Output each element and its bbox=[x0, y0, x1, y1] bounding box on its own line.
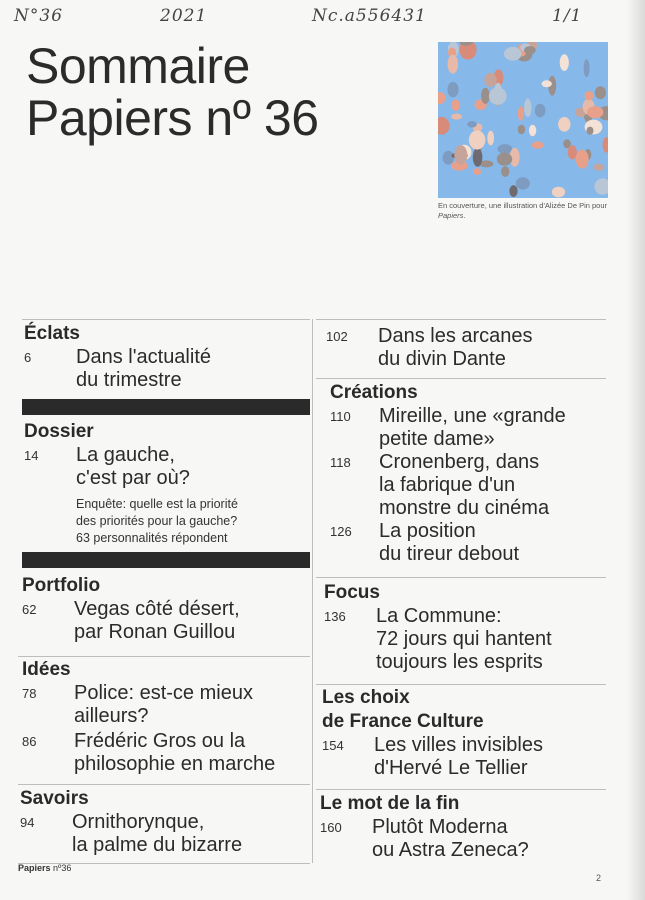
rule bbox=[316, 319, 606, 320]
section-title: Savoirs bbox=[20, 788, 89, 809]
toc-entry[interactable] bbox=[24, 346, 310, 392]
illustration-figure bbox=[584, 59, 590, 77]
entry-title-line: Dans l'actualité bbox=[76, 346, 211, 368]
page-footer bbox=[18, 863, 71, 873]
toc-entry[interactable] bbox=[324, 605, 606, 674]
entry-title-line: ou Astra Zeneca? bbox=[372, 839, 529, 861]
illustration-figure bbox=[467, 121, 477, 127]
rule bbox=[316, 577, 606, 578]
cover-caption-end: . bbox=[463, 211, 466, 220]
footer-magazine: Papiers bbox=[18, 863, 51, 873]
illustration-figure bbox=[524, 46, 536, 54]
illustration-figure bbox=[498, 144, 513, 154]
toc-entry[interactable] bbox=[24, 444, 310, 490]
summary-line: Enquête: quelle est la priorité bbox=[76, 497, 238, 511]
entry-title-line: du tireur debout bbox=[379, 543, 520, 565]
page-number: 102 bbox=[326, 329, 348, 344]
cover-caption-text: En couverture, une illustration d'Alizée De Pin pour bbox=[438, 201, 608, 210]
handwritten-note-year: 2021 bbox=[160, 6, 208, 26]
page-gutter-shadow bbox=[627, 0, 645, 900]
illustration-figure bbox=[473, 148, 483, 167]
illustration-figure bbox=[469, 130, 486, 149]
entry-title-line: du divin Dante bbox=[378, 348, 506, 370]
section-title: Éclats bbox=[24, 323, 80, 344]
page-number: 62 bbox=[22, 602, 37, 617]
entry-title-line: Vegas côté désert, bbox=[74, 598, 240, 620]
entry-summary bbox=[76, 496, 310, 547]
illustration-figure bbox=[595, 86, 606, 99]
illustration-figure bbox=[552, 187, 565, 198]
entry-title-line: Ornithorynque, bbox=[72, 811, 205, 833]
summary-line: des priorités pour la gauche? bbox=[76, 514, 238, 528]
cover-caption bbox=[438, 201, 618, 221]
illustration-figure bbox=[451, 114, 462, 120]
illustration-figure bbox=[489, 87, 507, 104]
toc-section-focus bbox=[324, 581, 606, 674]
page-number: 110 bbox=[330, 409, 351, 424]
entry-title-line: petite dame» bbox=[379, 428, 495, 450]
page-title bbox=[26, 40, 319, 144]
handwritten-note-reference: Nc.a556431 bbox=[312, 6, 427, 26]
section-title: Le mot de la fin bbox=[320, 793, 460, 814]
toc-entry[interactable] bbox=[320, 816, 606, 862]
illustration-figure bbox=[593, 164, 604, 171]
page-number: 86 bbox=[22, 734, 37, 749]
page-number: 14 bbox=[24, 448, 39, 463]
illustration-figure bbox=[454, 145, 467, 165]
entry-title-line: la fabrique d'un bbox=[379, 474, 516, 496]
entry-title-line: 72 jours qui hantent bbox=[376, 628, 552, 650]
toc-section-mot-de-la-fin bbox=[320, 792, 606, 862]
entry-title-line: la palme du bizarre bbox=[72, 834, 243, 856]
section-title: Créations bbox=[330, 382, 418, 403]
illustration-figure bbox=[518, 125, 525, 134]
column-divider bbox=[312, 319, 313, 863]
toc-section-creations bbox=[330, 381, 606, 566]
toc-entry[interactable] bbox=[22, 682, 310, 728]
section-title: Focus bbox=[324, 582, 380, 603]
illustration-figure bbox=[487, 131, 494, 146]
toc-entry[interactable] bbox=[322, 734, 606, 780]
rule bbox=[22, 319, 310, 320]
cover-caption-magazine: Papiers bbox=[438, 211, 464, 220]
illustration-figure bbox=[585, 91, 594, 100]
illustration-figure bbox=[532, 141, 544, 148]
illustration-figure bbox=[504, 47, 522, 61]
illustration-figure bbox=[587, 127, 594, 135]
title-line-2: Papiers nº 36 bbox=[26, 90, 319, 146]
entry-title-line: Frédéric Gros ou la bbox=[74, 730, 246, 752]
entry-title-line: Police: est-ce mieux bbox=[74, 682, 253, 704]
rule bbox=[316, 789, 606, 790]
illustration-figure bbox=[587, 106, 603, 118]
entry-title-line: toujours les esprits bbox=[376, 651, 543, 673]
entry-title-line: ailleurs? bbox=[74, 705, 149, 727]
toc-entry[interactable] bbox=[326, 325, 606, 371]
section-title: Portfolio bbox=[22, 575, 101, 596]
footer-issue: nº36 bbox=[53, 863, 72, 873]
section-bar bbox=[22, 552, 310, 568]
toc-section-portfolio bbox=[22, 574, 310, 644]
entry-title-line: Mireille, une «grande bbox=[379, 405, 566, 427]
entry-title-line: La position bbox=[379, 520, 476, 542]
section-title: Dossier bbox=[24, 421, 94, 442]
cover-illustration-art bbox=[438, 42, 608, 198]
cover-illustration bbox=[438, 42, 608, 198]
entry-title-line: c'est par où? bbox=[76, 467, 190, 489]
toc-entry[interactable] bbox=[330, 520, 606, 566]
illustration-figure bbox=[535, 104, 546, 118]
toc-section-dante bbox=[326, 325, 606, 371]
entry-title-line: philosophie en marche bbox=[74, 753, 276, 775]
entry-title-line: Plutôt Moderna bbox=[372, 816, 508, 838]
illustration-figure bbox=[473, 168, 481, 175]
toc-section-france-culture bbox=[322, 686, 606, 780]
illustration-figure bbox=[576, 150, 589, 169]
toc-section-savoirs bbox=[20, 787, 310, 857]
entry-title-line: monstre du cinéma bbox=[379, 497, 550, 519]
rule bbox=[18, 656, 310, 657]
illustration-figure bbox=[558, 117, 570, 132]
illustration-figure bbox=[452, 100, 461, 111]
page-number-footer: 2 bbox=[596, 873, 602, 883]
title-line-1: Sommaire bbox=[26, 38, 250, 94]
section-title: Idées bbox=[22, 659, 71, 680]
toc-section-eclats bbox=[24, 322, 310, 392]
illustration-figure bbox=[509, 185, 517, 197]
page-number: 118 bbox=[330, 455, 351, 470]
toc-entry[interactable] bbox=[22, 730, 310, 776]
page-number: 6 bbox=[24, 350, 32, 365]
illustration-figure bbox=[518, 106, 524, 121]
page-number: 78 bbox=[22, 686, 37, 701]
entry-title-line: La gauche, bbox=[76, 444, 175, 466]
toc-entry[interactable] bbox=[20, 811, 310, 857]
entry-title-line: Cronenberg, dans bbox=[379, 451, 540, 473]
illustration-figure bbox=[443, 151, 454, 165]
illustration-figure bbox=[560, 54, 569, 71]
toc-entry[interactable] bbox=[330, 405, 606, 451]
illustration-figure bbox=[542, 80, 552, 87]
entry-title-line: Les villes invisibles bbox=[374, 734, 543, 756]
entry-title-line: par Ronan Guillou bbox=[74, 621, 236, 643]
toc-section-dossier bbox=[24, 420, 310, 547]
toc-section-idees bbox=[22, 658, 310, 776]
page-number: 126 bbox=[330, 524, 352, 539]
page-number: 94 bbox=[20, 815, 35, 830]
section-title: Les choix de France Culture bbox=[322, 687, 484, 732]
illustration-figure bbox=[447, 82, 458, 97]
rule bbox=[316, 378, 606, 379]
page-number: 136 bbox=[324, 609, 346, 624]
illustration-figure bbox=[524, 99, 531, 118]
toc-entry[interactable] bbox=[330, 451, 606, 520]
illustration-figure bbox=[568, 145, 577, 159]
illustration-figure bbox=[481, 88, 490, 104]
handwritten-note-count: 1/1 bbox=[552, 6, 583, 26]
rule bbox=[316, 684, 606, 685]
entry-title-line: d'Hervé Le Tellier bbox=[374, 757, 528, 779]
entry-title-line: du trimestre bbox=[76, 369, 182, 391]
entry-title-line: La Commune: bbox=[376, 605, 502, 627]
illustration-figure bbox=[484, 73, 496, 87]
illustration-figure bbox=[448, 55, 459, 74]
section-bar bbox=[22, 399, 310, 415]
rule bbox=[18, 784, 310, 785]
page-number: 160 bbox=[320, 820, 342, 835]
handwritten-note-issue: N°36 bbox=[14, 6, 64, 26]
summary-line: 63 personnalités répondent bbox=[76, 531, 228, 545]
toc-entry[interactable] bbox=[22, 598, 310, 644]
page-number: 154 bbox=[322, 738, 344, 753]
illustration-figure bbox=[501, 166, 509, 177]
illustration-figure bbox=[516, 177, 530, 189]
illustration-figure bbox=[529, 125, 536, 136]
illustration-figure bbox=[497, 153, 512, 166]
entry-title-line: Dans les arcanes bbox=[378, 325, 533, 347]
